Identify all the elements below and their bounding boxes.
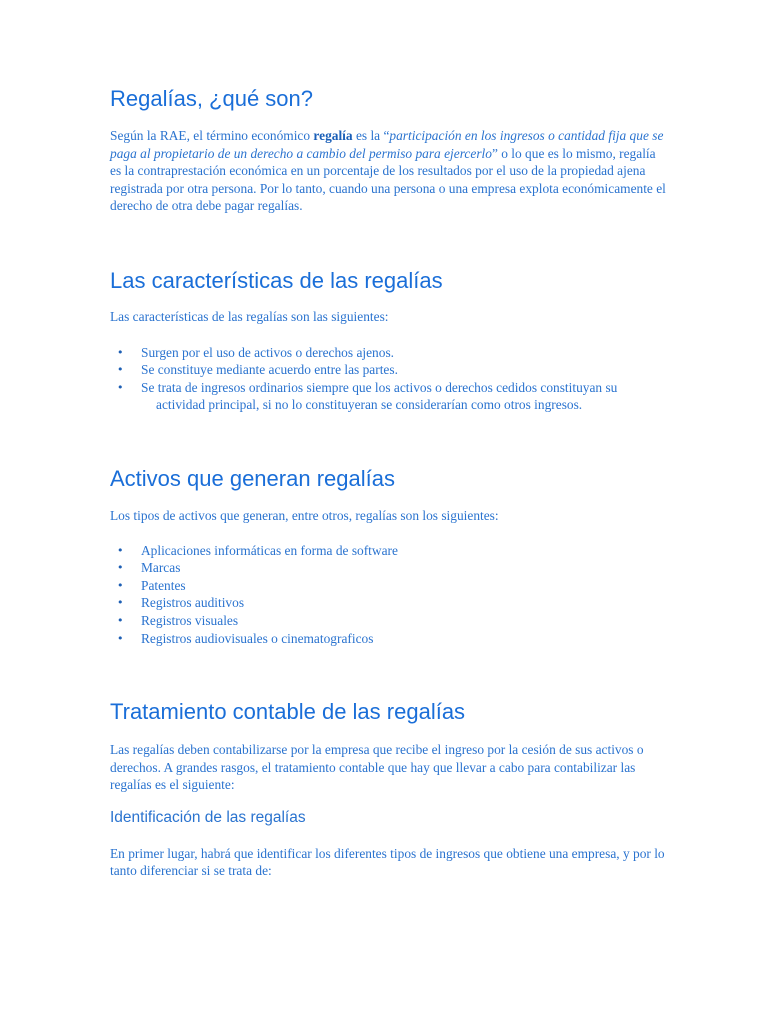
intro-paragraph <box>110 127 668 215</box>
section-heading-activos: Activos que generan regalías <box>110 465 395 491</box>
bullet-icon: • <box>117 345 124 359</box>
list-item: • Se trata de ingresos ordinarios siempre que los activos o derechos cedidos constituyan su actividad principal, si no lo constituyeran se considerarían como otros ingresos. <box>117 379 618 413</box>
section-heading-tratamiento: Tratamiento contable de las regalías <box>110 699 466 725</box>
list-item: • Se constituye mediante acuerdo entre las partes. <box>117 362 398 378</box>
caracteristicas-intro: Las características de las regalías son las siguientes: <box>110 308 389 324</box>
section-heading-regalias: Regalías, ¿qué son? <box>110 86 314 111</box>
activos-list <box>110 542 668 648</box>
activos-intro: Los tipos de activos que generan, entre otros, regalías son los siguientes: <box>110 507 499 523</box>
subheading-identificacion: Identificación de las regalías <box>110 808 306 826</box>
bullet-icon: • <box>117 596 124 610</box>
list-item: • Surgen por el uso de activos o derechos ajenos. <box>117 344 394 360</box>
list-item: • Patentes <box>117 577 186 593</box>
list-item: • Registros auditivos <box>117 595 245 611</box>
list-item: • Registros audiovisuales o cinematograficos <box>117 630 374 646</box>
bullet-icon: • <box>117 380 124 394</box>
bullet-icon: • <box>117 613 124 627</box>
rae-definition: participación en los ingresos o cantidad fija que se paga al propietario de un derecho a cambio del permiso para ejercerlo <box>110 128 664 161</box>
section-heading-caracteristicas: Las características de las regalías <box>110 267 443 293</box>
bullet-icon: • <box>117 543 124 557</box>
bullet-icon: • <box>117 631 124 645</box>
caracteristicas-list <box>110 344 668 414</box>
bullet-icon: • <box>117 363 124 377</box>
bullet-icon: • <box>117 561 124 575</box>
identificacion-paragraph: En primer lugar, habrá que identificar los diferentes tipos de ingresos que obtiene una empresa, y por lo tanto diferenciar si se trata de: <box>110 845 665 879</box>
intro-text-a: Según la RAE, el término económico <box>110 128 314 143</box>
list-item: • Registros visuales <box>117 612 239 628</box>
bullet-icon: • <box>117 578 124 592</box>
list-item: • Aplicaciones informáticas en forma de software <box>117 542 398 558</box>
tratamiento-paragraph: Las regalías deben contabilizarse por la empresa que recibe el ingreso por la cesión de sus activos o derechos. A grandes rasgos, el tratamiento contable que hay que llevar a cabo para contabilizar las regalías es el siguiente: <box>110 742 644 793</box>
term-regalia: regalía <box>313 128 353 143</box>
intro-text-b: es la “ <box>352 128 390 143</box>
list-item: • Marcas <box>117 560 181 576</box>
intro-text-c: ” o lo que es lo mismo, regalía es la contraprestación económica en un porcentaje de los resultados por el uso de la propiedad ajena registrada por otra persona. Por lo tanto, cuando una persona o una empresa explota económicamente el derecho de otra debe pagar regalías. <box>110 145 666 214</box>
